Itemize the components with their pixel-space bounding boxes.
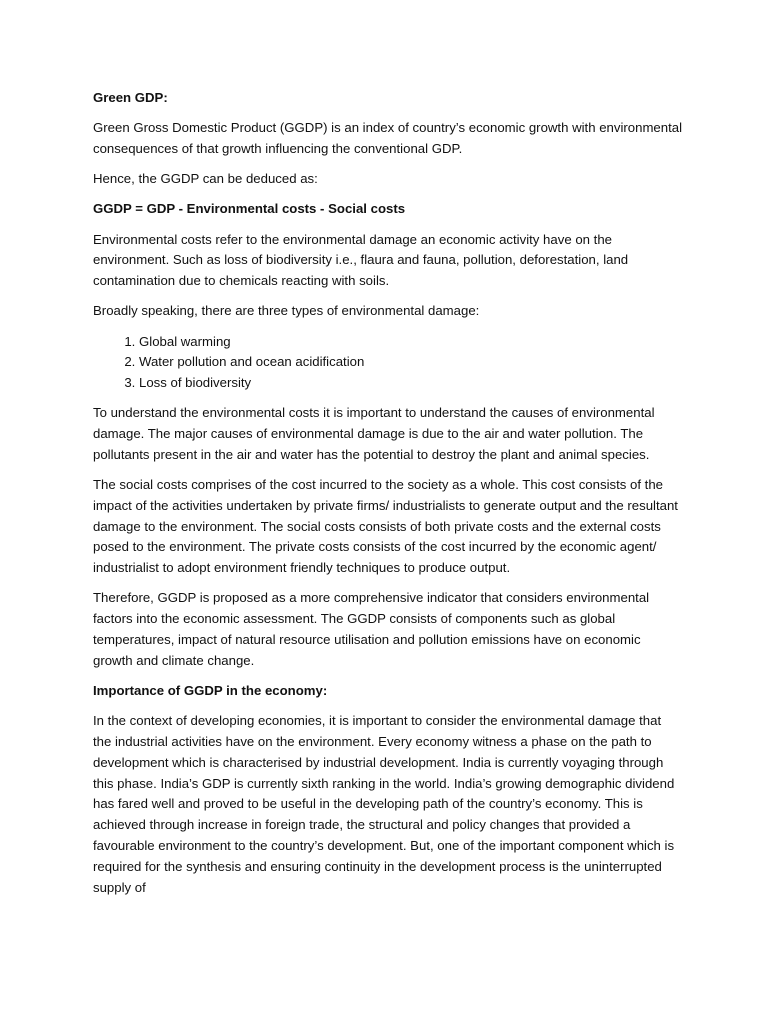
paragraph-definition: Green Gross Domestic Product (GGDP) is an index of country’s economic growth with environmental consequences of that growth influencing the conventional GDP. xyxy=(93,120,683,156)
list-item: 1. Global warming xyxy=(139,332,683,353)
list-item: 2. Water pollution and ocean acidification xyxy=(139,352,683,373)
paragraph-broadly: Broadly speaking, there are three types of environmental damage: xyxy=(93,303,480,319)
paragraph-social-costs: The social costs comprises of the cost incurred to the society as a whole. This cost consists of the impact of the activities undertaken by private firms/ industrialists to generate output and the resultant damage to the environment. The social costs consists of both private costs and the external costs posed to the environment. The private costs consists of the cost incurred by the economic agent/ industrialist to adopt environment friendly techniques to produce output. xyxy=(93,477,678,576)
heading-importance: Importance of GGDP in the economy: xyxy=(93,683,328,699)
heading-green-gdp: Green GDP: xyxy=(93,90,168,105)
paragraph-context: In the context of developing economies, it is important to consider the environmental damage that the industrial activities have on the environment. Every economy witness a phase on the path to development which is characterised by industrial development. India is currently voyaging through this phase. India’s GDP is currently sixth ranking in the world. India’s growing demographic dividend has fared well and proved to be useful in the developing path of the country’s economy. This is achieved through increase in foreign trade, the structural and policy changes that provided a favourable environment to the country’s development. But, one of the important component which is required for the synthesis and ensuring continuity in the development process is the uninterrupted supply of xyxy=(93,713,675,895)
list-item: 3. Loss of biodiversity xyxy=(139,373,683,394)
paragraph-causes: To understand the environmental costs it is important to understand the causes of environmental damage. The major causes of environmental damage is due to the air and water pollution. The pollutants present in the air and water has the potential to destroy the plant and animal species. xyxy=(93,405,655,462)
paragraph-deduced: Hence, the GGDP can be deduced as: xyxy=(93,171,318,187)
damage-types-list xyxy=(93,332,683,394)
formula: GGDP = GDP - Environmental costs - Social costs xyxy=(93,201,406,217)
paragraph-environmental-costs: Environmental costs refer to the environmental damage an economic activity have on the environment. Such as loss of biodiversity i.e., flaura and fauna, pollution, deforestation, land contamination due to chemicals reacting with soils. xyxy=(93,231,629,289)
paragraph-therefore: Therefore, GGDP is proposed as a more comprehensive indicator that considers environmental factors into the economic assessment. The GGDP consists of components such as global temperatures, impact of natural resource utilisation and pollution emissions have on economic growth and climate change. xyxy=(93,590,650,668)
document-page xyxy=(93,88,683,908)
